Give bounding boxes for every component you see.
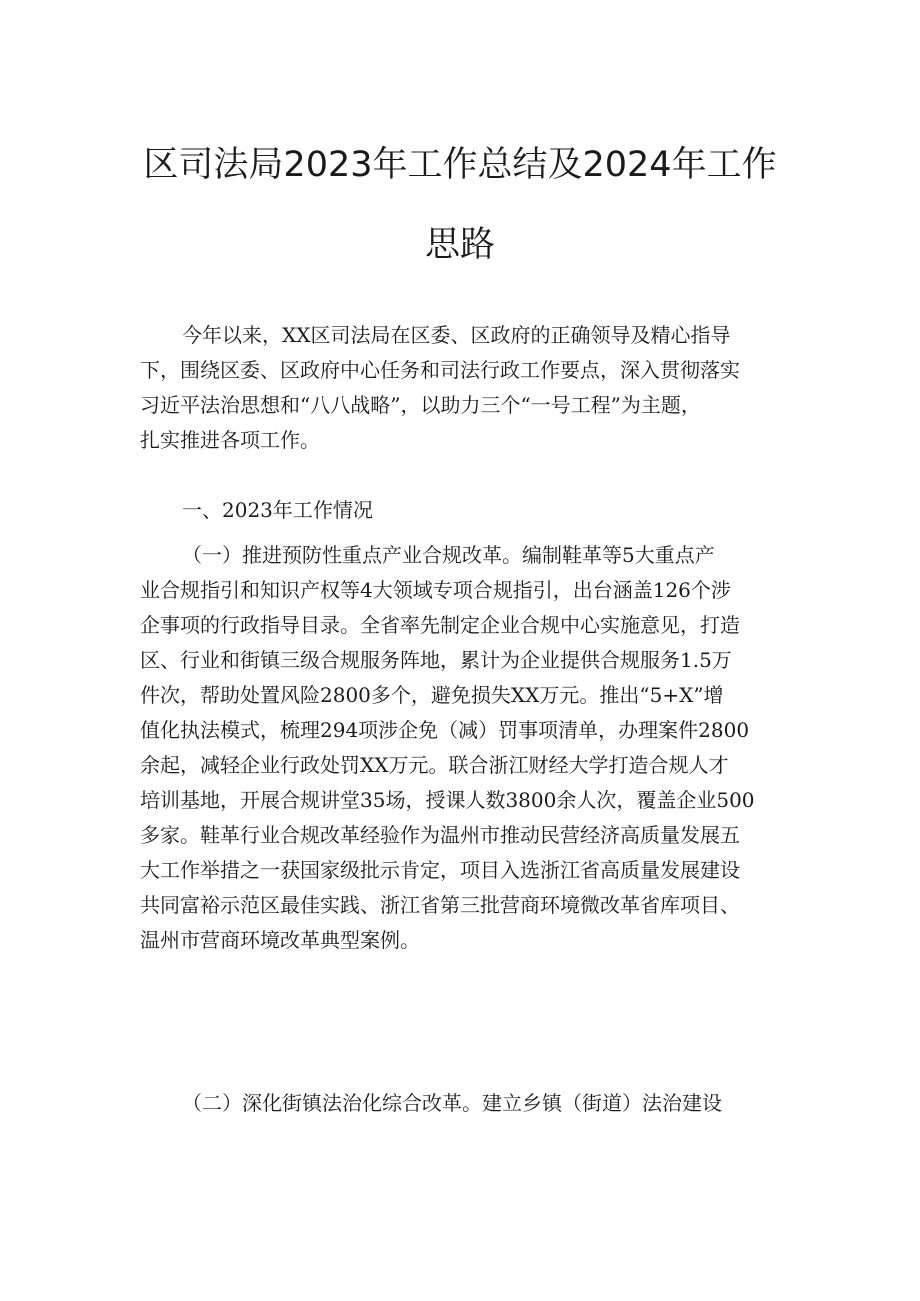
intro-paragraph — [140, 318, 790, 458]
intro-line: 今年以来，XX区司法局在区委、区政府的正确领导及精心指导 — [182, 323, 731, 347]
para1-line: 培训基地，开展合规讲堂35场，授课人数3800余人次，覆盖企业500 — [140, 788, 755, 812]
para1-line: 业合规指引和知识产权等4大领域专项合规指引，出台涵盖126个涉 — [140, 578, 731, 602]
para1-line: 大工作举措之一获国家级批示肯定，项目入选浙江省高质量发展建设 — [140, 858, 740, 882]
paragraph-1 — [140, 538, 790, 958]
paragraph-2 — [140, 1086, 790, 1121]
intro-line: 下，围绕区委、区政府中心任务和司法行政工作要点，深入贯彻落实 — [140, 358, 740, 382]
intro-line: 习近平法治思想和“八八战略”，以助力三个“一号工程”为主题， — [140, 393, 701, 417]
para1-line: 企事项的行政指导目录。全省率先制定企业合规中心实施意见，打造 — [140, 613, 740, 637]
para1-line: 多家。鞋革行业合规改革经验作为温州市推动民营经济高质量发展五 — [140, 823, 740, 847]
para1-line: 共同富裕示范区最佳实践、浙江省第三批营商环境微改革省库项目、 — [140, 893, 740, 917]
para1-line: （一）推进预防性重点产业合规改革。编制鞋革等5大重点产 — [182, 543, 715, 567]
section-heading — [140, 493, 790, 528]
para2-line: （二）深化街镇法治化综合改革。建立乡镇（街道）法治建设 — [182, 1091, 722, 1115]
intro-line: 扎实推进各项工作。 — [140, 428, 320, 452]
para1-line: 值化执法模式，梳理294项涉企免（减）罚事项清单，办理案件2800 — [140, 718, 750, 742]
para1-line: 余起，减轻企业行政处罚XX万元。联合浙江财经大学打造合规人才 — [140, 753, 729, 777]
para1-line: 件次，帮助处置风险2800多个，避免损失XX万元。推出“5+X”增 — [140, 683, 724, 707]
document-title-line1: 区司法局2023年工作总结及2024年工作 — [143, 145, 777, 185]
document-title-line2: 思路 — [424, 225, 495, 265]
para1-line: 温州市营商环境改革典型案例。 — [140, 928, 420, 952]
section1-heading: 一、2023年工作情况 — [182, 498, 373, 522]
para1-line: 区、行业和街镇三级合规服务阵地，累计为企业提供合规服务1.5万 — [140, 648, 732, 672]
